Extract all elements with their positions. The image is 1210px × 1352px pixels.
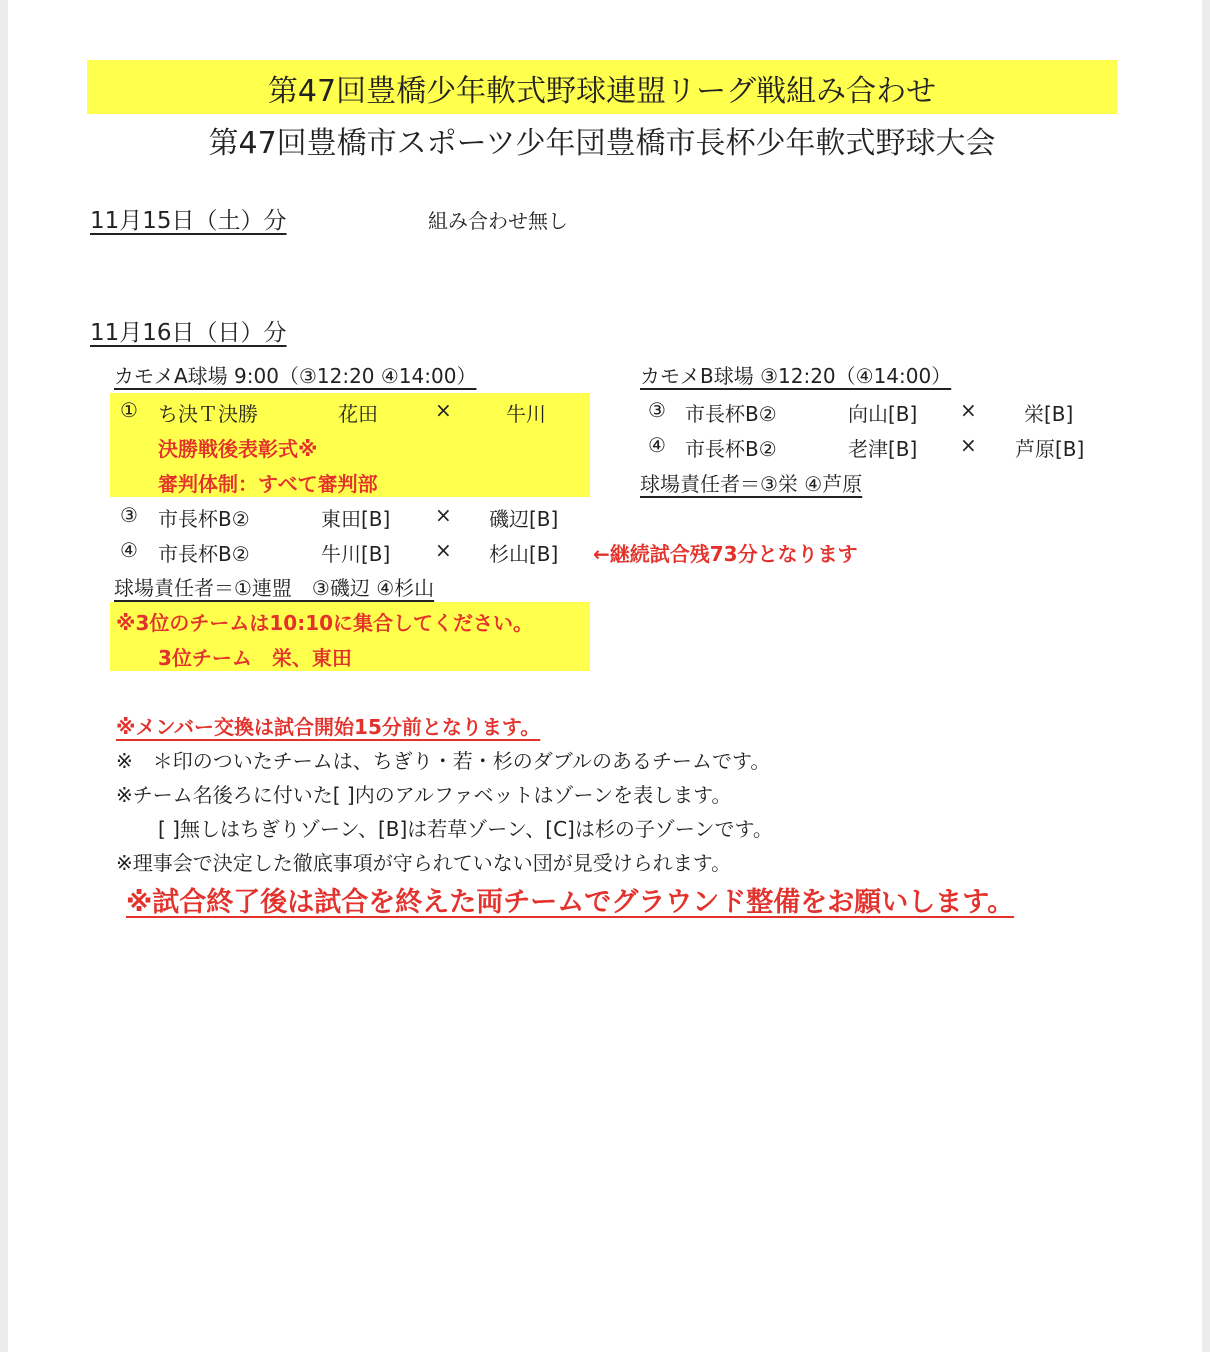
rules-note: ※理事会で決定した徹底事項が守られていない団が見受けられます。 <box>116 851 732 875</box>
game-number: ④ <box>120 538 138 562</box>
game1-note-ceremony: 決勝戦後表彰式※ <box>158 437 318 461</box>
field-b-header: カモメB球場 ③12:20（④14:00） <box>640 364 952 388</box>
away-team: 栄[B] <box>1024 402 1074 426</box>
away-team: 芦原[B] <box>1015 437 1085 461</box>
away-team: 杉山[B] <box>489 542 559 566</box>
home-team: 向山[B] <box>848 402 918 426</box>
field-b-staff: 球場責任者＝③栄 ④芦原 <box>640 472 863 496</box>
game-category: 市長杯B② <box>685 402 777 426</box>
vs-mark: × <box>960 398 977 422</box>
home-team: 花田 <box>338 402 378 426</box>
member-exchange-note: ※メンバー交換は試合開始15分前となります。 <box>116 715 541 739</box>
home-team: 東田[B] <box>321 507 391 531</box>
game-category: 市長杯B② <box>158 542 250 566</box>
day1-note: 組み合わせ無し <box>428 209 568 233</box>
asterisk-note: ※ ＊印のついたチームは、ちぎり・若・杉のダブルのあるチームです。 <box>116 749 771 773</box>
bracket-note-1: ※チーム名後ろに付いた[ ]内のアルファベットはゾーンを表します。 <box>116 783 732 807</box>
vs-mark: × <box>435 503 452 527</box>
game-number: ① <box>120 398 138 422</box>
game-category: ち決Ｔ決勝 <box>158 402 258 426</box>
document-page <box>8 0 1202 1352</box>
day2-label: 11月16日（日）分 <box>90 320 287 346</box>
vs-mark: × <box>435 538 452 562</box>
bracket-note-2: [ ]無しはちぎりゾーン、[B]は若草ゾーン、[C]は杉の子ゾーンです。 <box>158 817 773 841</box>
title-line-1: 第47回豊橋少年軟式野球連盟リーグ戦組み合わせ <box>267 74 937 109</box>
day1-label: 11月15日（土）分 <box>90 208 287 234</box>
home-team: 老津[B] <box>848 437 918 461</box>
field-a-staff: 球場責任者＝①連盟 ③磯辺 ④杉山 <box>114 576 435 600</box>
away-team: 牛川 <box>506 402 546 426</box>
game1-note-umpire: 審判体制：すべて審判部 <box>158 472 378 496</box>
game-number: ③ <box>120 503 138 527</box>
vs-mark: × <box>435 398 452 422</box>
ground-maintenance-note: ※試合終了後は試合を終えた両チームでグラウンド整備をお願いします。 <box>126 887 1015 918</box>
game-category: 市長杯B② <box>158 507 250 531</box>
game-category: 市長杯B② <box>685 437 777 461</box>
home-team: 牛川[B] <box>321 542 391 566</box>
third-place-note: ※3位のチームは10:10に集合してください。 <box>116 611 534 635</box>
continued-game-note: ←継続試合残73分となります <box>593 542 858 566</box>
third-place-teams: 3位チーム 栄、東田 <box>158 646 352 670</box>
away-team: 磯辺[B] <box>489 507 559 531</box>
game-number: ③ <box>648 398 666 422</box>
vs-mark: × <box>960 433 977 457</box>
title-line-2: 第47回豊橋市スポーツ少年団豊橋市長杯少年軟式野球大会 <box>208 126 996 161</box>
field-a-header: カモメA球場 9:00（③12:20 ④14:00） <box>114 364 477 388</box>
game-number: ④ <box>648 433 666 457</box>
